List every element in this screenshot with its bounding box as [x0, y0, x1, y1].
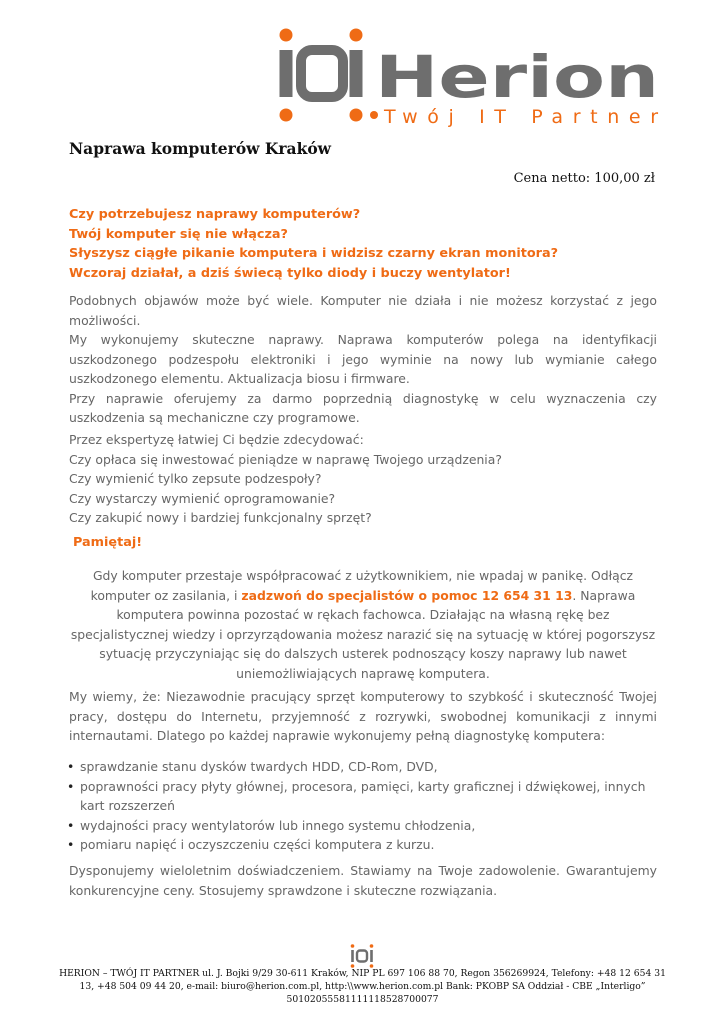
phone-highlight: zadzwoń do specjalistów o pomoc 12 654 31 13	[241, 587, 573, 603]
footer-line: 50102055581111118528700077	[286, 994, 439, 1005]
expertise-paragraph	[69, 430, 657, 528]
footer-info	[55, 967, 670, 1006]
diagnostics-list	[66, 757, 666, 855]
intro-line: Podobnych objawów może być wiele. Komputer nie działa i nie możesz korzystać z jego możliwości.	[69, 293, 657, 328]
expertise-line: Czy wymienić tylko zepsute podzespoły?	[69, 471, 322, 486]
list-item: • wydajności pracy wentylatorów lub innego systemu chłodzenia,	[66, 816, 666, 836]
footer-line: HERION – TWÓJ IT PARTNER ul. J. Bojki 9/29 30-611 Kraków, NIP PL 697 106 88 70, Regon 356269924, Telefony: +48 12 654 31	[59, 968, 666, 979]
logo-tagline: Twój IT Partner	[384, 106, 658, 128]
remember-heading: Pamiętaj!	[73, 535, 143, 550]
remember-text-before: Gdy komputer przestaje współpracować z użytkownikiem, nie wpadaj w panikę. Odłącz komputer oz zasilania, i	[90, 568, 634, 603]
remember-paragraph	[69, 566, 657, 683]
herion-logo	[276, 28, 660, 130]
closing-paragraph: Dysponujemy wieloletnim doświadczeniem. Stawiamy na Twoje zadowolenie. Gwarantujemy konkurencyjne ceny. Stosujemy sprawdzone i skuteczne rozwiązania.	[69, 863, 657, 898]
question-line: Wczoraj działał, a dziś świecą tylko diody i buczy wentylator!	[69, 265, 511, 281]
questions-block	[69, 205, 669, 283]
expertise-line: Czy wystarczy wymienić oprogramowanie?	[69, 490, 336, 506]
question-line: Słyszysz ciągłe pikanie komputera i widzisz czarny ekran monitora?	[69, 246, 559, 261]
logo-wordmark: Herion	[375, 43, 659, 111]
knowledge-paragraph: My wiemy, że: Niezawodnie pracujący sprzęt komputerowy to szybkość i skuteczność Twojej pracy, dostępu do Internetu, przyjemność z rozrywki, swobodnej komunikacji z innymi internautami. Dlatego po każdej naprawie wykonujemy pełną diagnostykę komputera:	[69, 689, 657, 743]
intro-line: Przy naprawie oferujemy za darmo poprzednią diagnostykę w celu wyznaczenia czy uszkodzenia są mechaniczne czy programowe.	[69, 390, 657, 425]
footer-logo-icon	[350, 944, 374, 968]
remember-text-after: . Naprawa komputera powinna pozostać w rękach fachowca. Działając na własną rękę bez specjalistycznej wiedzy i oprzyrządowania możesz narazić się na sytuację w której pogorszysz sytuację przyczyniając się do dalszych usterek podnoszący koszy naprawy lub nawet uniemożliwiających naprawę komputera.	[70, 587, 656, 681]
footer-line: 13, +48 504 09 44 20, e-mail: biuro@herion.com.pl, http:\\www.herion.com.pl Bank: PKOBP SA Oddział - CBE „Interligo”	[79, 981, 646, 992]
intro-paragraph	[69, 291, 657, 428]
list-item: • pomiaru napięć i oczyszczeniu części komputera z kurzu.	[66, 835, 666, 855]
expertise-line: Przez ekspertyzę łatwiej Ci będzie zdecydować:	[69, 432, 364, 447]
question-line: Czy potrzebujesz naprawy komputerów?	[69, 207, 361, 222]
list-item: • sprawdzanie stanu dysków twardych HDD, CD-Rom, DVD,	[66, 757, 666, 777]
intro-line: My wykonujemy skuteczne naprawy. Naprawa komputerów polega na identyfikacji uszkodzonego podzespołu elektroniki i jego wyminie na nowy lub wymianie całego uszkodzonego elementu. Aktualizacja biosu i firmware.	[69, 332, 657, 386]
price-label: Cena netto: 100,00 zł	[513, 171, 655, 186]
list-item: • poprawności pracy płyty głównej, procesora, pamięci, karty graficznej i dźwiękowej, innych kart rozszerzeń	[66, 777, 666, 816]
page-title: Naprawa komputerów Kraków	[69, 139, 331, 158]
expertise-line: Czy zakupić nowy i bardziej funkcjonalny sprzęt?	[69, 510, 372, 525]
question-line: Twój komputer się nie włącza?	[69, 226, 288, 242]
expertise-line: Czy opłaca się inwestować pieniądze w naprawę Twojego urządzenia?	[69, 451, 502, 467]
